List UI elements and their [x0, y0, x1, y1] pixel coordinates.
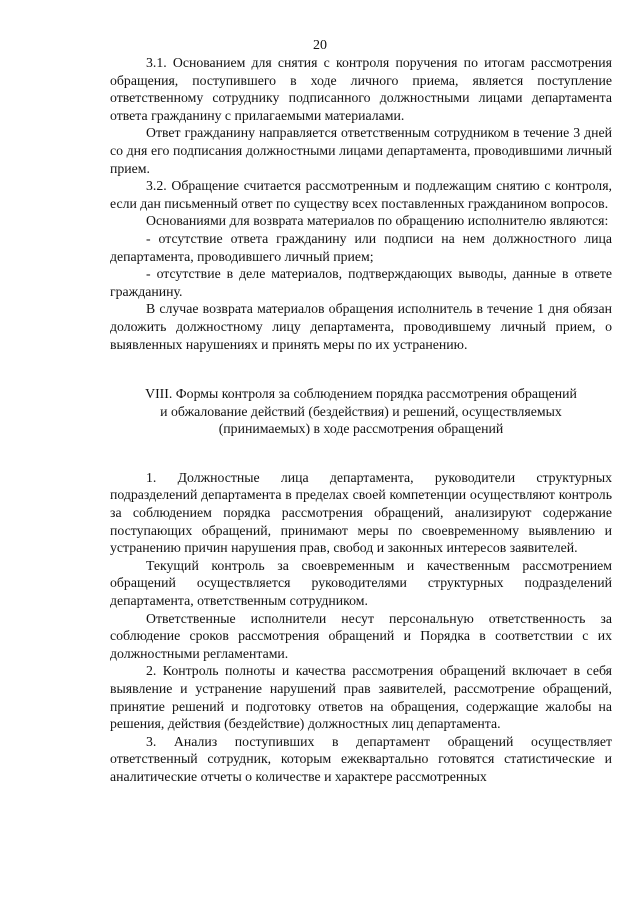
paragraph-current-control: Текущий контроль за своевременным и качественным рассмотрением обращений осуществляется руководителями структурных подразделений департамента, ответственным сотрудником.	[110, 557, 612, 609]
section-heading-viii	[110, 385, 612, 438]
paragraph-3-1: 3.1. Основанием для снятия с контроля поручения по итогам рассмотрения обращения, поступившего в ходе личного приема, является поступление ответственному сотруднику подписанного должностными лицами департамента ответа гражданину с прилагаемыми материалами.	[110, 55, 612, 123]
document-body	[110, 54, 612, 786]
paragraph-3-2: 3.2. Обращение считается рассмотренным и подлежащим снятию с контроля, если дан письменный ответ по существу всех поставленных гражданином вопросов.	[110, 178, 612, 211]
paragraph-3-analysis: 3. Анализ поступивших в департамент обращений осуществляет ответственный сотрудник, которым ежеквартально готовятся статистические и аналитические отчеты о количестве и характере рассмотренных	[110, 733, 612, 784]
paragraph-2-quality-control: 2. Контроль полноты и качества рассмотрения обращений включает в себя выявление и устранение нарушений прав заявителей, рассмотрение обращений, принятие решений и подготовку ответов на обращения, содержащие жалобы на решения, действия (бездействие) должностных лиц департамента.	[110, 663, 612, 732]
list-item-no-materials: - отсутствие в деле материалов, подтверждающих выводы, данные в ответе гражданину.	[110, 266, 612, 299]
section-heading-line-1: VIII. Формы контроля за соблюдением порядка рассмотрения обращений	[145, 386, 577, 402]
page-number: 20	[313, 38, 327, 53]
paragraph-response-term: Ответ гражданину направляется ответственным сотрудником в течение 3 дней со дня его подписания должностными лицами департамента, проводившими личный прием.	[110, 125, 612, 176]
paragraph-return-grounds: Основаниями для возврата материалов по обращению исполнителю являются:	[146, 213, 609, 229]
paragraph-1-officials: 1. Должностные лица департамента, руководители структурных подразделений департамента в пределах своей компетенции осуществляют контроль за соблюдением порядка рассмотрения обращений, анализируют содержание поступающих обращений, принимают меры по своевременному выявлению и устранению причин нарушения прав, свобод и законных интересов заявителей.	[110, 469, 612, 556]
paragraph-return-case: В случае возврата материалов обращения исполнитель в течение 1 дня обязан доложить должностному лицу департамента, проводившему личный прием, о выявленных нарушениях и принять меры по их устранению.	[110, 301, 612, 352]
paragraph-responsibility: Ответственные исполнители несут персональную ответственность за соблюдение сроков рассмотрения обращений и Порядка в соответствии с их должностными регламентами.	[110, 610, 612, 661]
list-item-no-answer: - отсутствие ответа гражданину или подписи на нем должностного лица департамента, проводившего личный прием;	[110, 230, 612, 264]
section-heading-line-2: и обжалование действий (бездействия) и решений, осуществляемых	[160, 403, 562, 419]
section-heading-line-3: (принимаемых) в ходе рассмотрения обращений	[218, 421, 504, 437]
